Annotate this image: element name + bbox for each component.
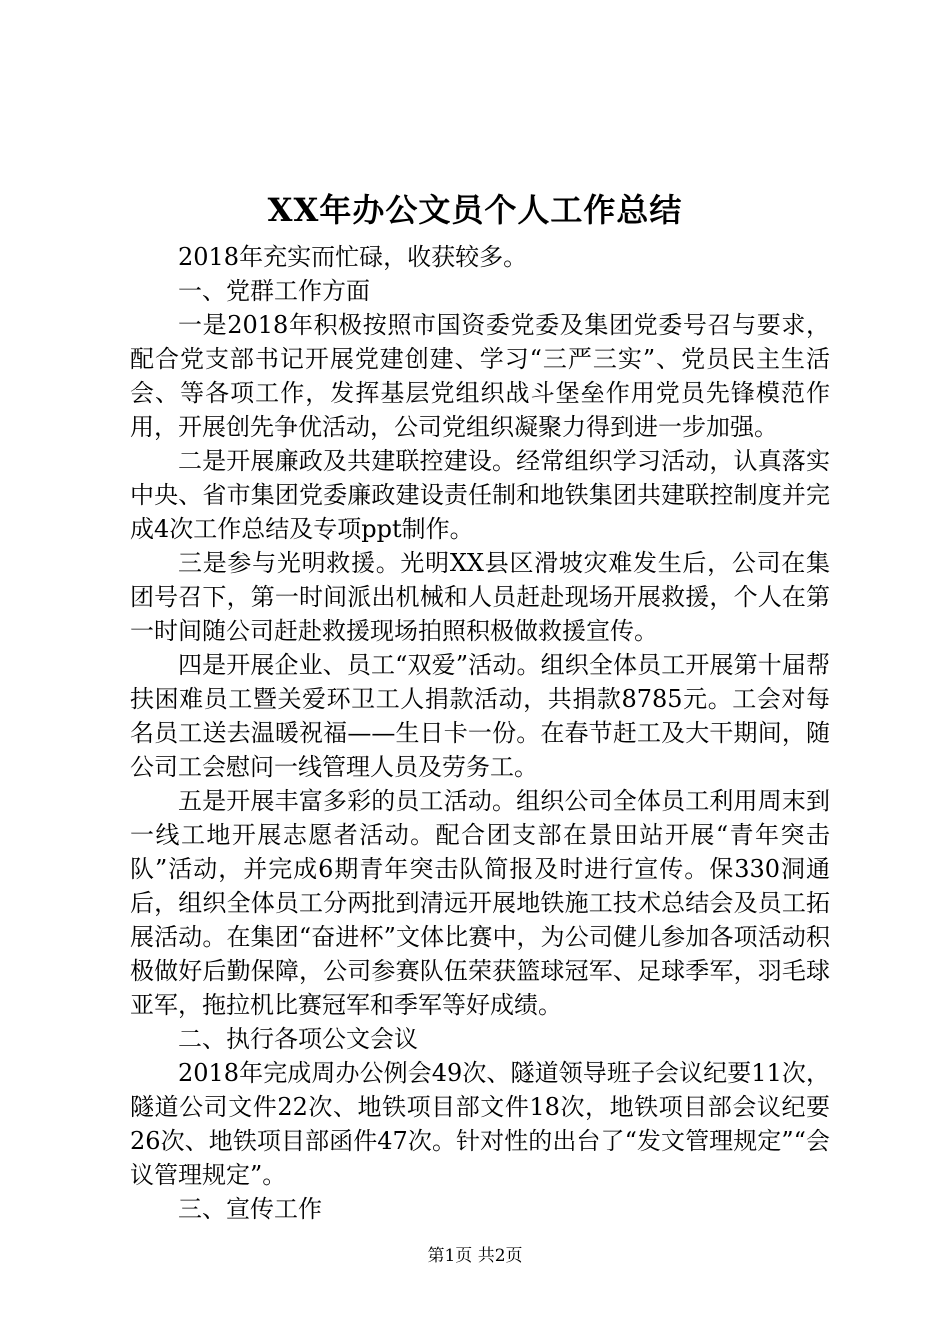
document-body — [130, 240, 830, 1226]
paragraph-item-5: 五是开展丰富多彩的员工活动。组织公司全体员工利用周末到一线工地开展志愿者活动。配合团支部在景田站开展“青年突击队”活动，并完成6期青年突击队简报及时进行宣传。保330洞通后，组织全体员工分两批到清远开展地铁施工技术总结会及员工拓展活动。在集团“奋进杯”文体比赛中，为公司健儿参加各项活动积极做好后勤保障，公司参赛队伍荣获篮球冠军、足球季军，羽毛球亚军，拖拉机比赛冠军和季军等好成绩。 — [130, 787, 830, 1019]
heading-official-docs: 二、执行各项公文会议 — [178, 1025, 418, 1053]
paragraph-item-3: 三是参与光明救援。光明XX县区滑坡灾难发生后，公司在集团号召下，第一时间派出机械和人员赶赴现场开展救援，个人在第一时间随公司赶赴救援现场拍照积极做救援宣传。 — [130, 549, 830, 645]
heading-publicity: 三、宣传工作 — [178, 1195, 322, 1223]
page-footer: 第1页 共2页 — [427, 1246, 523, 1266]
document-title: XX年办公文员个人工作总结 — [267, 191, 683, 229]
paragraph-intro: 2018年充实而忙碌，收获较多。 — [178, 243, 528, 271]
paragraph-meetings: 2018年完成周办公例会49次、隧道领导班子会议纪要11次，隧道公司文件22次、地铁项目部文件18次，地铁项目部会议纪要26次、地铁项目部函件47次。针对性的出台了“发文管理规定”“会议管理规定”。 — [130, 1059, 830, 1189]
paragraph-item-2: 二是开展廉政及共建联控建设。经常组织学习活动，认真落实中央、省市集团党委廉政建设责任制和地铁集团共建联控制度并完成4次工作总结及专项ppt制作。 — [130, 447, 830, 543]
paragraph-item-4: 四是开展企业、员工“双爱”活动。组织全体员工开展第十届帮扶困难员工暨关爱环卫工人捐款活动，共捐款8785元。工会对每名员工送去温暖祝福——生日卡一份。在春节赶工及大干期间，随公司工会慰问一线管理人员及劳务工。 — [130, 651, 830, 781]
paragraph-item-1: 一是2018年积极按照市国资委党委及集团党委号召与要求，配合党支部书记开展党建创建、学习“三严三实”、党员民主生活会、等各项工作，发挥基层党组织战斗堡垒作用党员先锋模范作用，开展创先争优活动，公司党组织凝聚力得到进一步加强。 — [130, 311, 830, 441]
heading-party-work: 一、党群工作方面 — [178, 277, 370, 305]
